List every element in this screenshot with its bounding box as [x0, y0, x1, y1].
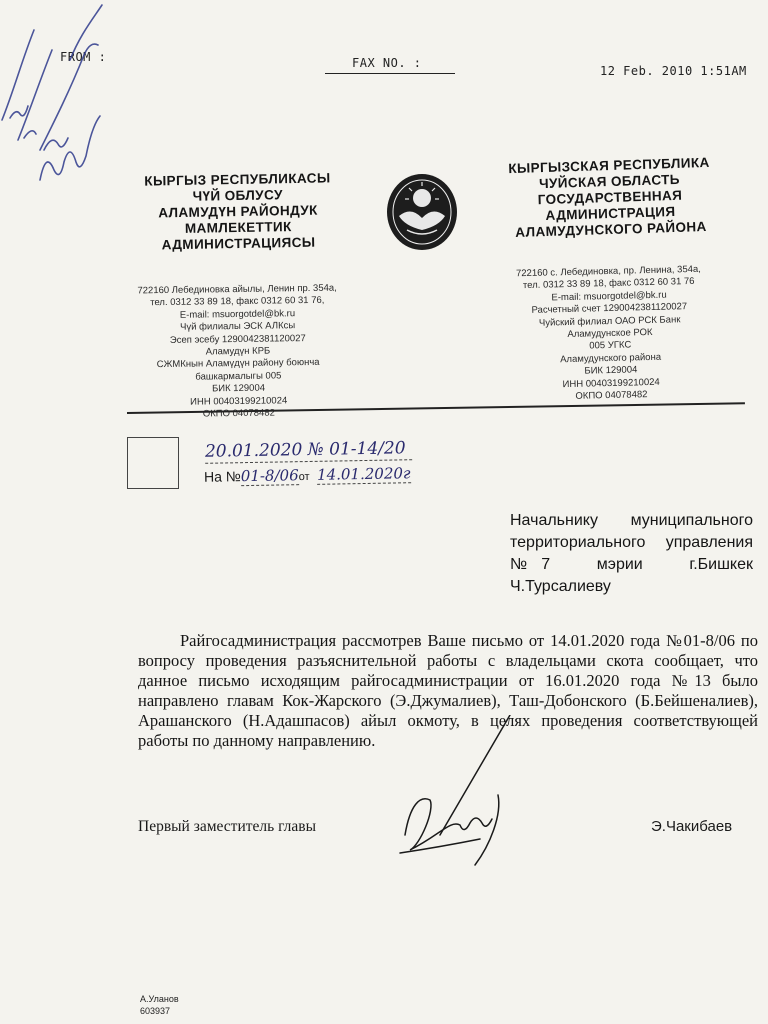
header-kyrgyz-line: АЛАМУДҮН РАЙОНДУК — [158, 202, 318, 221]
header-russian — [489, 154, 731, 241]
requisites-kyrgyz — [137, 283, 339, 422]
requisite-line: E-mail: msuorgotdel@bk.ru — [179, 308, 296, 321]
requisite-line: тел. 0312 33 89 18, факс 0312 60 31 76 — [522, 276, 695, 292]
addressee-line: №7 мэрии г.Бишкек — [510, 556, 753, 573]
reply-reference — [204, 464, 411, 487]
letter-paragraph: Райгосадминистрация рассмотрев Ваше письмо от 14.01.2020 года №01-8/06 по вопросу проведения разъяснительной работы с владельцами скота сообщает, что данное письмо исходящим райгосадминистрации от 16.01.2020 года №13 было направлено главам Кок-Жарского (Э.Джумалиев), Таш-Добонского (Б.Бейшеналиев), Арашанского (Н.Адашпасов) айыл окмоту, в целях проведения соответствующей работы по данному направлению. — [138, 631, 758, 750]
header-kyrgyz-line: МАМЛЕКЕТТИК — [184, 219, 292, 236]
requisite-line: Аламудунского района — [560, 351, 662, 366]
requisite-line: 722160 Лебединовка айылы, Ленин пр. 354а, — [137, 282, 337, 297]
header-kyrgyz-line: ЧҮЙ ОБЛУСУ — [192, 187, 283, 204]
addressee-line: территориального управления — [510, 534, 753, 551]
reply-number: 01-8/06 — [240, 466, 299, 486]
requisite-line: E-mail: msuorgotdel@bk.ru — [551, 289, 667, 304]
requisite-line: Чүй филиалы ЭСК АЛКсы — [180, 320, 296, 334]
header-russian-line: АДМИНИСТРАЦИЯ — [545, 203, 676, 224]
requisite-line: БИК 129004 — [211, 382, 266, 395]
header-russian-line: ГОСУДАРСТВЕННАЯ — [537, 187, 683, 208]
requisite-line: 005 УГКС — [589, 339, 632, 352]
executor-name: А.Уланов — [140, 994, 179, 1004]
executor-phone: 603937 — [140, 1006, 171, 1016]
reply-date: 14.01.2020г — [316, 464, 411, 484]
requisite-line: Расчетный счет 1290042381120027 — [531, 301, 688, 317]
requisite-line: башкармалыгы 005 — [195, 370, 282, 383]
requisite-line: 722160 с. Лебединовка, пр. Ленина, 354а, — [515, 263, 702, 280]
header-kyrgyz — [127, 170, 348, 254]
addressee-line: Начальнику муниципального — [510, 512, 753, 529]
signatory-name: Э.Чакибаев — [651, 818, 733, 835]
header-russian-line: АЛАМУДУНСКОГО РАЙОНА — [515, 218, 707, 240]
requisite-line: ИНН 00403199210024 — [190, 394, 288, 408]
requisite-line: ОКПО 04078482 — [575, 389, 648, 402]
requisite-line: Чуйский филиал ОАО РСК Банк — [538, 313, 681, 329]
requisite-line: Аламудүн КРБ — [205, 345, 271, 358]
handwritten-signature — [380, 715, 530, 870]
fax-datetime: 12 Feb. 2010 1:51AM — [600, 64, 747, 78]
fax-divider — [325, 73, 455, 74]
requisite-line: ИНН 00403199210024 — [562, 376, 660, 390]
addressee — [510, 510, 753, 598]
reply-prefix: На № — [203, 468, 241, 485]
state-emblem-icon — [385, 172, 459, 252]
stamp-box — [127, 437, 179, 489]
header-kyrgyz-line: КЫРГЫЗ РЕСПУБЛИКАСЫ — [144, 170, 331, 189]
reply-from: от — [298, 470, 310, 484]
outgoing-date-number: 20.01.2020 № 01-14/20 — [205, 438, 412, 464]
fax-number-label: FAX NO. : — [352, 56, 422, 70]
requisite-line: Эсеп эсебу 1290042381120027 — [169, 332, 306, 346]
requisite-line: СЖМКнын Аламүдүн району боюнча — [156, 357, 320, 371]
fax-from-label: FROM : — [60, 50, 107, 64]
header-kyrgyz-line: АДМИНИСТРАЦИЯСЫ — [161, 234, 316, 253]
signatory-title: Первый заместитель главы — [138, 818, 317, 835]
requisite-line: БИК 129004 — [584, 364, 638, 377]
header-russian-line: КЫРГЫЗСКАЯ РЕСПУБЛИКА — [508, 154, 710, 177]
header-russian-line: ЧУЙСКАЯ ОБЛАСТЬ — [538, 171, 681, 192]
requisite-line: Аламудунское РОК — [567, 326, 653, 341]
handwritten-resolution — [0, 0, 140, 200]
requisite-line: тел. 0312 33 89 18, факс 0312 60 31 76, — [150, 295, 325, 309]
requisite-line: ОКПО 04078482 — [202, 407, 275, 420]
addressee-line: Ч.Турсалиеву — [510, 578, 611, 595]
requisites-russian — [503, 263, 716, 405]
